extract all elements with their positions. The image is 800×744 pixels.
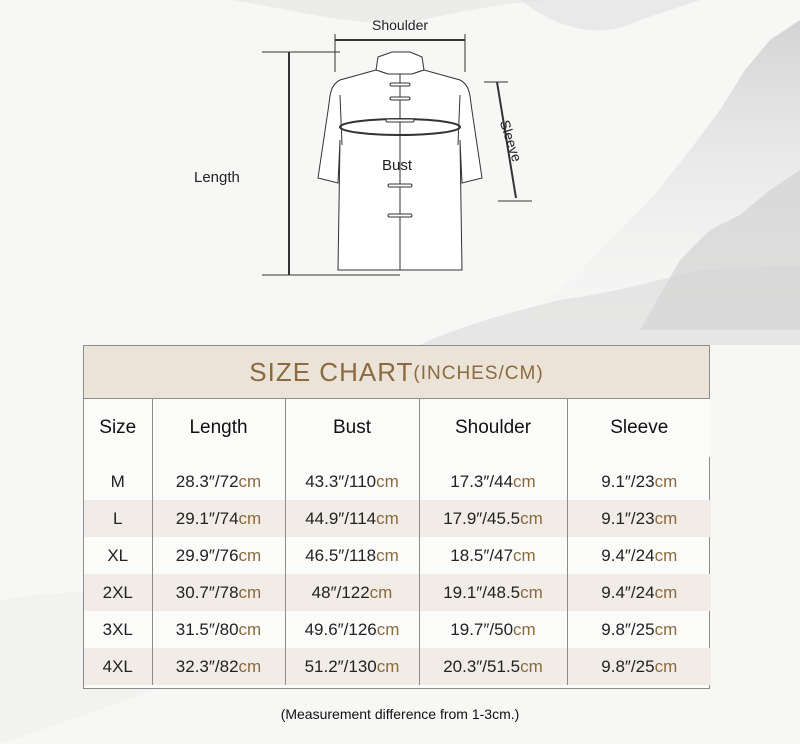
- cell-value: 32.3″/82: [175, 656, 239, 676]
- cell-length: [152, 537, 285, 574]
- sleeve-label: Sleeve: [496, 118, 526, 164]
- table-row: [84, 537, 711, 574]
- header-length: Length: [152, 399, 285, 457]
- cm-unit: cm: [376, 508, 399, 528]
- cm-unit: cm: [654, 619, 678, 639]
- cell-sleeve: [567, 463, 711, 500]
- cell-length: [152, 648, 285, 685]
- cm-unit: cm: [513, 619, 536, 639]
- cell-sleeve: [567, 648, 711, 685]
- cell-size: [84, 611, 152, 648]
- cell-value: 18.5″/47: [450, 545, 514, 565]
- cell-value: 43.3″/110: [305, 471, 377, 491]
- cm-unit: cm: [238, 619, 262, 639]
- cell-value: 9.8″/25: [601, 656, 655, 676]
- cm-unit: cm: [520, 656, 543, 676]
- cell-sleeve: [567, 574, 711, 611]
- cell-bust: [285, 648, 419, 685]
- cm-unit: cm: [238, 545, 262, 565]
- cell-value: L: [113, 508, 123, 528]
- bust-label: Bust: [382, 157, 413, 174]
- cm-unit: cm: [238, 471, 262, 491]
- cell-size: [84, 648, 152, 685]
- cell-shoulder: [419, 648, 567, 685]
- cell-shoulder: [419, 500, 567, 537]
- cell-value: 17.3″/44: [450, 471, 514, 491]
- cell-sleeve: [567, 500, 711, 537]
- cell-value: 9.4″/24: [601, 545, 655, 565]
- cm-unit: cm: [520, 508, 543, 528]
- cell-value: 4XL: [102, 656, 133, 676]
- cell-value: 9.4″/24: [601, 582, 655, 602]
- table-row: [84, 574, 711, 611]
- cell-value: 9.8″/25: [601, 619, 655, 639]
- cm-unit: cm: [654, 508, 678, 528]
- shoulder-label: Shoulder: [372, 17, 429, 33]
- cell-value: 28.3″/72: [175, 471, 239, 491]
- cm-unit: cm: [376, 471, 399, 491]
- cell-shoulder: [419, 574, 567, 611]
- cm-unit: cm: [376, 545, 399, 565]
- cell-value: 46.5″/118: [305, 545, 377, 565]
- cell-length: [152, 611, 285, 648]
- cell-bust: [285, 537, 419, 574]
- cell-bust: [285, 500, 419, 537]
- size-chart-title: [84, 346, 709, 399]
- cell-value: 31.5″/80: [175, 619, 239, 639]
- table-header-row: [84, 399, 711, 457]
- cell-sleeve: [567, 537, 711, 574]
- cell-size: [84, 574, 152, 611]
- cell-value: M: [110, 471, 125, 491]
- cell-value: 19.7″/50: [450, 619, 514, 639]
- cm-unit: cm: [238, 582, 262, 602]
- cell-value: 49.6″/126: [304, 619, 377, 639]
- cell-value: 29.1″/74: [175, 508, 239, 528]
- cell-length: [152, 574, 285, 611]
- cell-shoulder: [419, 463, 567, 500]
- cm-unit: cm: [654, 471, 678, 491]
- cm-unit: cm: [520, 582, 543, 602]
- cm-unit: cm: [376, 656, 400, 676]
- header-sleeve: Sleeve: [567, 399, 711, 457]
- cell-bust: [285, 463, 419, 500]
- cell-value: XL: [107, 545, 129, 565]
- cell-value: 44.9″/114: [305, 508, 377, 528]
- cell-value: 48″/122: [311, 582, 370, 602]
- measurement-note: (Measurement difference from 1-3cm.): [280, 706, 520, 722]
- garment-measurement-diagram: [0, 0, 800, 290]
- cell-value: 19.1″/48.5: [443, 582, 521, 602]
- cell-shoulder: [419, 611, 567, 648]
- cm-unit: cm: [654, 656, 678, 676]
- header-shoulder: Shoulder: [419, 399, 567, 457]
- size-table: [84, 399, 711, 685]
- header-bust: Bust: [285, 399, 419, 457]
- cell-value: 20.3″/51.5: [443, 656, 521, 676]
- size-chart-title-units: (INCHES/CM): [413, 363, 544, 384]
- cell-size: [84, 500, 152, 537]
- cell-value: 9.1″/23: [601, 508, 655, 528]
- cell-bust: [285, 574, 419, 611]
- cell-value: 9.1″/23: [601, 471, 655, 491]
- cell-shoulder: [419, 537, 567, 574]
- cell-length: [152, 463, 285, 500]
- length-label: Length: [194, 169, 240, 186]
- cm-unit: cm: [654, 545, 678, 565]
- table-row: [84, 500, 711, 537]
- cell-length: [152, 500, 285, 537]
- size-chart: [83, 345, 710, 689]
- cell-sleeve: [567, 611, 711, 648]
- table-row: [84, 648, 711, 685]
- header-size: Size: [84, 399, 152, 457]
- cm-unit: cm: [513, 471, 536, 491]
- cm-unit: cm: [238, 656, 262, 676]
- cell-size: [84, 463, 152, 500]
- size-table-body: [84, 457, 711, 685]
- cell-size: [84, 537, 152, 574]
- cell-value: 17.9″/45.5: [443, 508, 521, 528]
- cm-unit: cm: [369, 582, 393, 602]
- cell-value: 3XL: [102, 619, 133, 639]
- size-chart-title-main: SIZE CHART: [249, 356, 414, 387]
- cm-unit: cm: [376, 619, 400, 639]
- cell-bust: [285, 611, 419, 648]
- table-row: [84, 463, 711, 500]
- cell-value: 51.2″/130: [304, 656, 377, 676]
- cell-value: 29.9″/76: [175, 545, 239, 565]
- cm-unit: cm: [654, 582, 678, 602]
- cm-unit: cm: [513, 545, 536, 565]
- cell-value: 2XL: [102, 582, 133, 602]
- cm-unit: cm: [238, 508, 262, 528]
- table-row: [84, 611, 711, 648]
- cell-value: 30.7″/78: [175, 582, 239, 602]
